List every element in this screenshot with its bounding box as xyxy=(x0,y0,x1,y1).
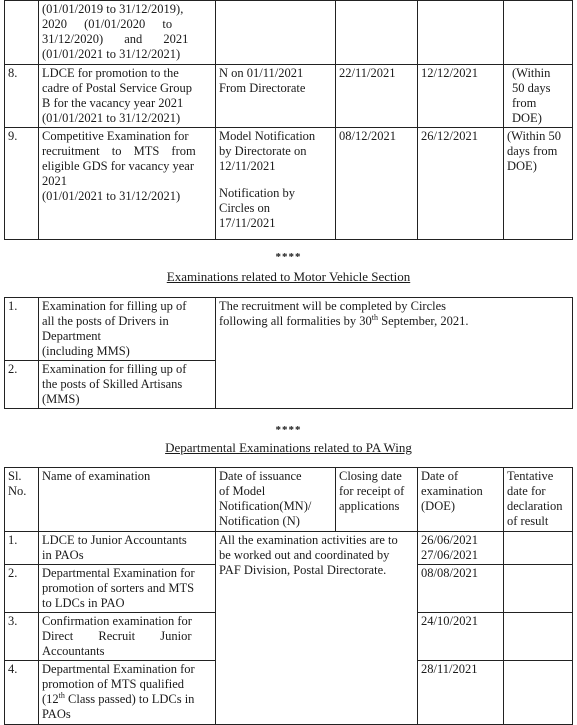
section-heading-motor-vehicle: Examinations related to Motor Vehicle Section xyxy=(166,269,411,284)
closing-date: 08/12/2021 xyxy=(336,128,418,240)
serial-number: 9. xyxy=(5,128,39,240)
header-closing-date: Closing date for receipt of applications xyxy=(336,468,418,532)
serial-number: 8. xyxy=(5,65,39,128)
exam-date: 28/11/2021 xyxy=(418,661,504,725)
header-result-date: Tentative date for declaration of result xyxy=(504,468,573,532)
result-date-cell: (Within 50 days from DOE) xyxy=(504,65,573,128)
exam-name-cell: Confirmation examination for Direct Recruit Junior Accountants xyxy=(39,613,216,661)
exam-name-cell: Departmental Examination for promotion of sorters and MTS to LDCs in PAO xyxy=(39,565,216,613)
header-sl-no: Sl. No. xyxy=(5,468,39,532)
exam-date: 24/10/2021 xyxy=(418,613,504,661)
serial-number: 1. xyxy=(5,298,39,361)
exam-name-cell: Competitive Examination for recruitment to MTS from eligible GDS for vacancy year 2021 (01/01/2021 to 31/12/2021) xyxy=(39,128,216,240)
section-separator-stars: **** xyxy=(275,251,302,263)
exam-date: 12/12/2021 xyxy=(418,65,504,128)
section-heading-pa-wing: Departmental Examinations related to PA Wing xyxy=(165,440,412,455)
table-row xyxy=(5,128,573,240)
serial-number: 2. xyxy=(5,361,39,409)
header-exam-date: Date of examination (DOE) xyxy=(418,468,504,532)
header-notification-date: Date of issuance of Model Notification(MN)/ Notification (N) xyxy=(216,468,336,532)
notification-cell: Model Notification by Directorate on 12/11/2021 Notification by Circles on 17/11/2021 xyxy=(216,128,336,240)
exam-name-cell: (01/01/2019 to 31/12/2019), 2020 (01/01/2020 to 31/12/2020) and 2021 (01/01/2021 to 31/12/2021) xyxy=(39,1,216,65)
table-header-row xyxy=(5,468,573,532)
serial-number: 3. xyxy=(5,613,39,661)
exam-name-cell: LDCE to Junior Accountants in PAOs xyxy=(39,532,216,565)
motor-vehicle-table xyxy=(4,297,573,409)
serial-number: 4. xyxy=(5,661,39,725)
header-exam-name: Name of examination xyxy=(39,468,216,532)
table-row xyxy=(5,298,573,361)
exam-date: 26/12/2021 xyxy=(418,128,504,240)
section-separator-stars: **** xyxy=(275,424,302,436)
serial-number: 1. xyxy=(5,532,39,565)
exam-name-cell: Examination for filling up of the posts of Skilled Artisans (MMS) xyxy=(39,361,216,409)
exam-name-cell: Departmental Examination for promotion of MTS qualified (12th Class passed) to LDCs in PAOs xyxy=(39,661,216,725)
table-row xyxy=(5,65,573,128)
closing-date: 22/11/2021 xyxy=(336,65,418,128)
pa-wing-table xyxy=(4,467,573,725)
table-row xyxy=(5,532,573,565)
exam-date: 08/08/2021 xyxy=(418,565,504,613)
exam-schedule-table-top xyxy=(4,0,573,240)
exam-name-cell: Examination for filling up of all the posts of Drivers in Department (including MMS) xyxy=(39,298,216,361)
exam-name-cell: LDCE for promotion to the cadre of Postal Service Group B for the vacancy year 2021 (01/01/2021 to 31/12/2021) xyxy=(39,65,216,128)
exam-date: 26/06/2021 27/06/2021 xyxy=(418,532,504,565)
notification-cell: N on 01/11/2021 From Directorate xyxy=(216,65,336,128)
result-date-cell: (Within 50 days from DOE) xyxy=(504,128,573,240)
coordination-note-cell: All the examination activities are to be worked out and coordinated by PAF Division, Postal Directorate. xyxy=(216,532,418,725)
table-row xyxy=(5,1,573,65)
recruitment-note-cell: The recruitment will be completed by Circles following all formalities by 30th September, 2021. xyxy=(216,298,573,409)
serial-number: 2. xyxy=(5,565,39,613)
